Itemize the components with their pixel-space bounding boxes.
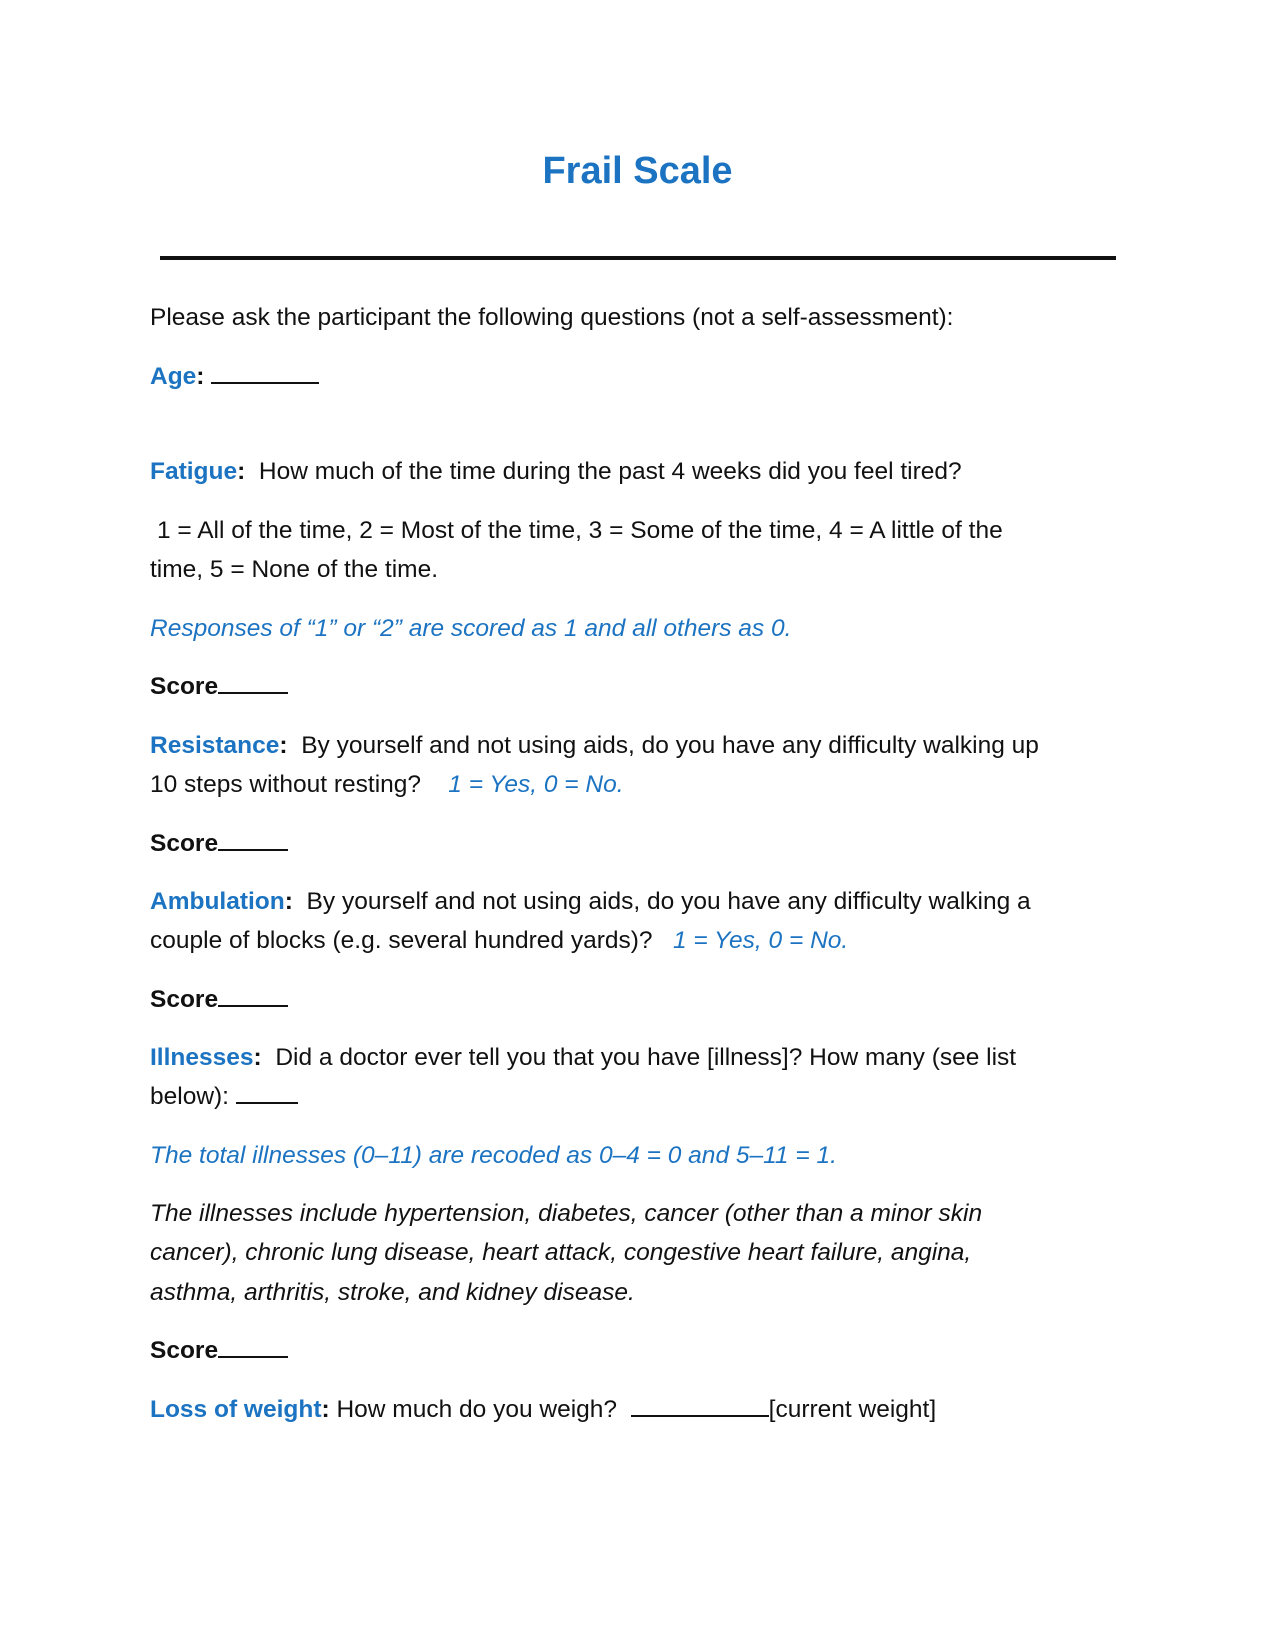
fatigue-question-row [150, 451, 1120, 492]
ambulation-score-row [150, 979, 1120, 1020]
score-label: Score [150, 830, 219, 857]
age-colon: : [196, 363, 205, 390]
ambulation-label: Ambulation [150, 888, 285, 915]
fatigue-score-blank[interactable] [218, 670, 288, 694]
resistance-question-row [150, 725, 1120, 766]
age-row [150, 356, 1120, 397]
illnesses-recode-note: The total illnesses (0–11) are recoded as 0–4 = 0 and 5–11 = 1. [150, 1142, 837, 1169]
resistance-score-blank[interactable] [218, 827, 288, 851]
ambulation-answer-key: 1 = Yes, 0 = No. [672, 927, 849, 954]
fatigue-options-line1: 1 = All of the time, 2 = Most of the time, 3 = Some of the time, 4 = A little of the [157, 517, 1003, 544]
illnesses-label: Illnesses [150, 1044, 254, 1071]
age-label: Age [150, 363, 197, 390]
weight-colon: : [321, 1396, 330, 1423]
weight-question: How much do you weigh? [336, 1396, 618, 1423]
ambulation-question-line2: couple of blocks (e.g. several hundred yards)? [150, 927, 653, 954]
score-label: Score [150, 1337, 219, 1364]
weight-input-blank[interactable] [631, 1393, 769, 1417]
score-label: Score [150, 986, 219, 1013]
illnesses-question-line1: Did a doctor ever tell you that you have [illness]? How many (see list [275, 1044, 1017, 1071]
resistance-question-line2: 10 steps without resting? [150, 771, 422, 798]
illnesses-question-line2: below): [150, 1083, 229, 1110]
fatigue-label: Fatigue [150, 458, 238, 485]
fatigue-options-line2: time, 5 = None of the time. [150, 556, 439, 583]
fatigue-score-row [150, 666, 1120, 707]
weight-label: Loss of weight [150, 1396, 322, 1423]
resistance-question-line1: By yourself and not using aids, do you have any difficulty walking up [301, 732, 1039, 759]
illnesses-question-row2 [150, 1076, 1120, 1117]
resistance-answer-key: 1 = Yes, 0 = No. [448, 771, 624, 798]
ambulation-question-row2 [150, 920, 1120, 961]
illnesses-question-row [150, 1037, 1120, 1078]
illnesses-list-line1: The illnesses include hypertension, diabetes, cancer (other than a minor skin [150, 1200, 983, 1227]
fatigue-colon: : [237, 458, 246, 485]
title-divider [160, 256, 1116, 260]
resistance-score-row [150, 823, 1120, 864]
illnesses-list-line3: asthma, arthritis, stroke, and kidney disease. [150, 1279, 635, 1306]
ambulation-question-line1: By yourself and not using aids, do you have any difficulty walking a [306, 888, 1031, 915]
fatigue-scoring-note: Responses of “1” or “2” are scored as 1 and all others as 0. [150, 615, 792, 642]
illnesses-count-blank[interactable] [236, 1080, 298, 1104]
ambulation-score-blank[interactable] [218, 983, 288, 1007]
illnesses-list-line2: cancer), chronic lung disease, heart attack, congestive heart failure, angina, [150, 1239, 972, 1266]
ambulation-colon: : [284, 888, 293, 915]
score-label: Score [150, 673, 219, 700]
weight-question-row [150, 1389, 1120, 1430]
resistance-colon: : [279, 732, 288, 759]
resistance-label: Resistance [150, 732, 280, 759]
instructions-text: Please ask the participant the following questions (not a self-assessment): [150, 304, 954, 331]
illnesses-score-row [150, 1330, 1120, 1371]
weight-field-hint: [current weight] [768, 1396, 937, 1423]
ambulation-question-row [150, 881, 1120, 922]
fatigue-question: How much of the time during the past 4 weeks did you feel tired? [258, 458, 962, 485]
age-input-blank[interactable] [211, 360, 319, 384]
illnesses-colon: : [253, 1044, 262, 1071]
resistance-question-row2 [150, 764, 1120, 805]
illnesses-score-blank[interactable] [218, 1334, 288, 1358]
page-title: Frail Scale [542, 150, 733, 192]
